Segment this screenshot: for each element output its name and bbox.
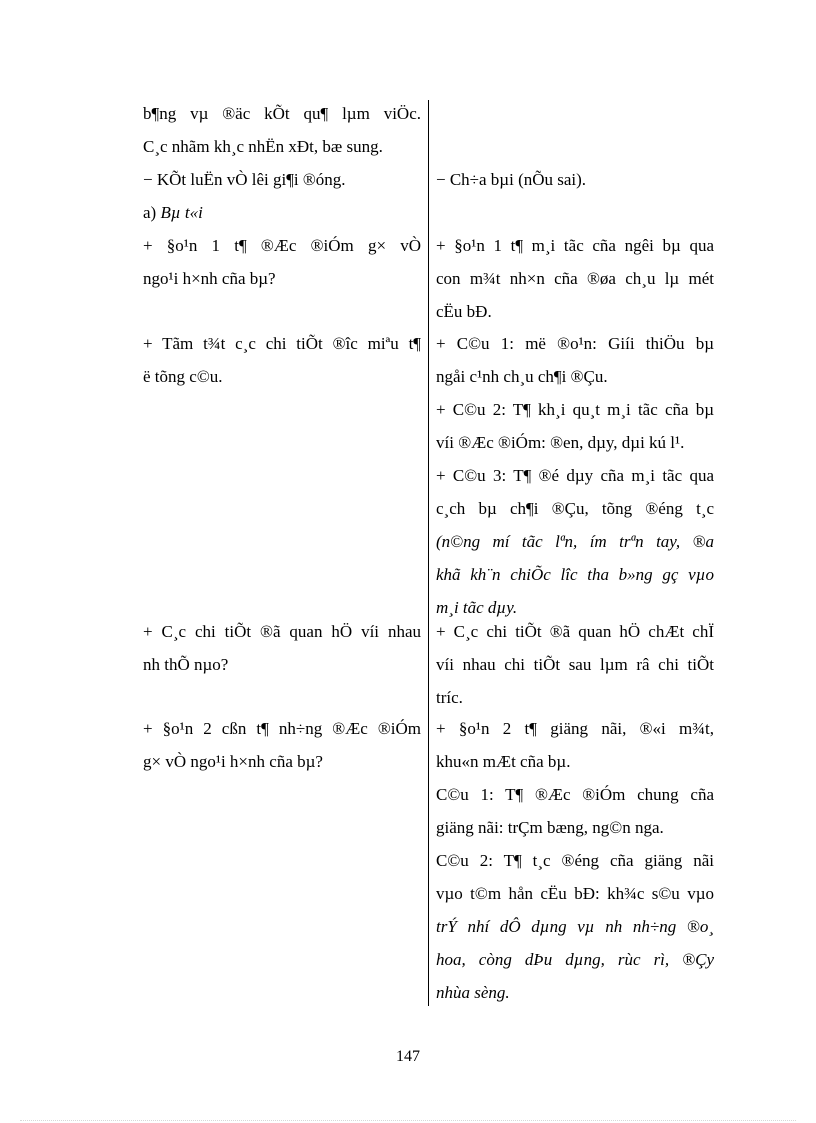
text-line: + §o¹n 2 t¶ giäng nãi, ®«i m¾t, — [436, 719, 714, 738]
text-line: + §o¹n 1 t¶ ®Æc ®iÓm g× vÒ — [143, 236, 421, 255]
text-line: cËu bÐ. — [436, 302, 492, 321]
right-block-5 — [436, 712, 714, 1009]
text-line: + Tãm t¾t c¸c chi tiÕt ®îc miªu t¶ — [143, 334, 421, 353]
text-line: hoa, còng dÞu dµng, rùc rì, ®Çy — [436, 950, 714, 969]
left-block-3 — [143, 327, 421, 393]
column-divider — [428, 100, 429, 1006]
left-block-2 — [143, 229, 421, 295]
left-block-4 — [143, 615, 421, 681]
text-line: khã kh¨n chiÕc lîc tha b»ng gç vµo — [436, 565, 714, 584]
text-line: + §o¹n 2 cßn t¶ nh÷ng ®Æc ®iÓm — [143, 719, 421, 738]
text-line: c¸ch bµ ch¶i ®Çu, tõng ®éng t¸c — [436, 499, 714, 518]
left-block-1 — [143, 97, 421, 229]
text-line: + C¸c chi tiÕt ®ã quan hÖ víi nhau — [143, 622, 421, 641]
text-line: C©u 1: T¶ ®Æc ®iÓm chung cña — [436, 785, 714, 804]
text-line: ngo¹i h×nh cña bµ? — [143, 269, 276, 288]
text-line: nhùa sèng. — [436, 983, 510, 1002]
right-block-1 — [436, 163, 714, 196]
text-line: ë tõng c©u. — [143, 367, 223, 386]
text-line: + C¸c chi tiÕt ®ã quan hÖ chÆt chÏ — [436, 622, 714, 641]
text-line: g× vÒ ngo¹i h×nh cña bµ? — [143, 752, 323, 771]
left-block-5 — [143, 712, 421, 778]
text-line: víi nhau chi tiÕt sau lµm râ chi tiÕt — [436, 655, 714, 674]
text-line: + C©u 2: T¶ kh¸i qu¸t m¸i tãc cña bµ — [436, 400, 714, 419]
text-line: nh thÕ nµo? — [143, 655, 229, 674]
section-marker: a) — [143, 203, 161, 222]
text-line: con m¾t nh×n cña ®øa ch¸u lµ mét — [436, 269, 714, 288]
text-line: C¸c nhãm kh¸c nhËn xÐt, bæ sung. — [143, 137, 383, 156]
text-line: C©u 2: T¶ t¸c ®éng cña giäng nãi — [436, 851, 714, 870]
text-line: ngåi c¹nh ch¸u ch¶i ®Çu. — [436, 367, 608, 386]
section-title: Bµ t«i — [160, 203, 203, 222]
right-block-4 — [436, 615, 714, 714]
text-line: m¸i tãc dµy. — [436, 598, 518, 617]
text-line: vµo t©m hån cËu bÐ: kh¾c s©u vµo — [436, 884, 714, 903]
text-line: khu«n mÆt cña bµ. — [436, 752, 571, 771]
text-line: tríc. — [436, 688, 463, 707]
text-line: + §o¹n 1 t¶ m¸i tãc cña ngêi bµ qua — [436, 236, 714, 255]
text-line: (n©ng mí tãc lªn, ím trªn tay, ®a — [436, 532, 714, 551]
text-line: − Ch÷a bµi (nÕu sai). — [436, 170, 587, 189]
text-line: b¶ng vµ ®äc kÕt qu¶ lµm viÖc. — [143, 104, 421, 123]
text-line: − KÕt luËn vÒ lêi gi¶i ®óng. — [143, 170, 346, 189]
page-number: 147 — [396, 1048, 420, 1065]
text-line: + C©u 3: T¶ ®é dµy cña m¸i tãc qua — [436, 466, 714, 485]
bottom-rule — [20, 1120, 796, 1121]
text-line: víi ®Æc ®iÓm: ®en, dµy, dµi kú l¹. — [436, 433, 685, 452]
text-line — [143, 196, 421, 229]
right-block-3 — [436, 327, 714, 624]
text-line: + C©u 1: më ®o¹n: Giíi thiÖu bµ — [436, 334, 714, 353]
text-line: giäng nãi: trÇm bæng, ng©n nga. — [436, 818, 664, 837]
right-block-2 — [436, 229, 714, 328]
text-line: trÝ nhí dÔ dµng vµ nh nh÷ng ®o¸ — [436, 917, 714, 936]
